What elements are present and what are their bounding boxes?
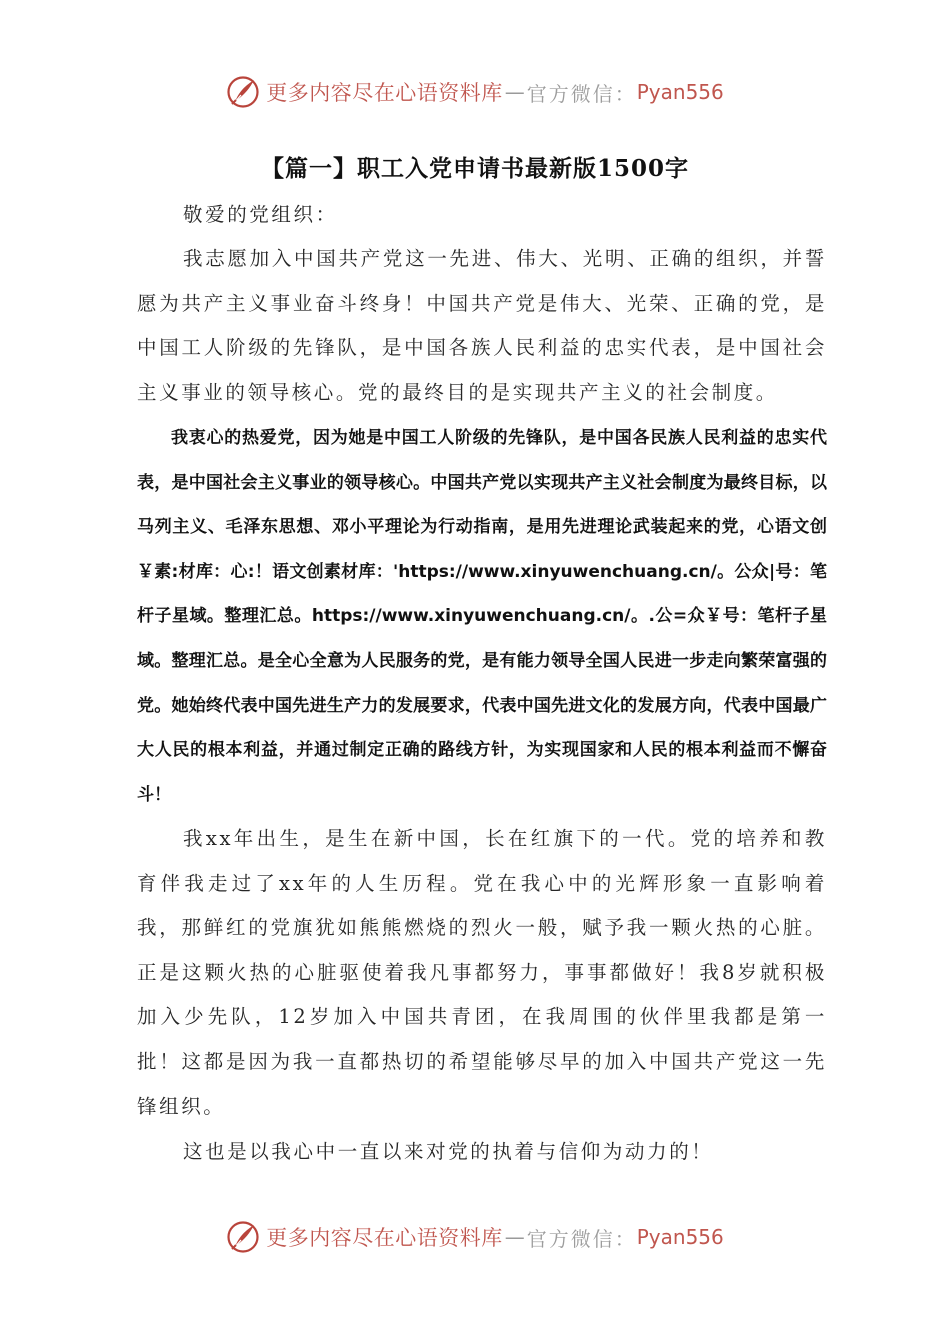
wechat-label: 官方微信： (526, 1226, 637, 1251)
document-title: 【篇一】职工入党申请书最新版1500字 (260, 155, 689, 182)
wechat-label: 官方微信： (526, 81, 637, 106)
header-banner (0, 70, 950, 114)
banner-separator: — (504, 80, 525, 104)
paragraph-3: 我xx年出生，是生在新中国，长在红旗下的一代。党的培养和教育伴我走过了xx年的人生历程。党在我心中的光辉形象一直影响着我，那鲜红的党旗犹如熊熊燃烧的烈火一般，赋予我一颗火热的心脏。正是这颗火热的心脏驱使着我凡事都努力，事事都做好！我8岁就积极加入少先队，12岁加入中国共青团，在我周围的伙伴里我都是第一批！这都是因为我一直都热切的希望能够尽早的加入中国共产党这一先锋组织。 (137, 827, 827, 1118)
salutation: 敬爱的党组织： (183, 203, 338, 226)
banner-text: 更多内容尽在心语资料库 (266, 81, 503, 105)
paragraph-4: 这也是以我心中一直以来对党的执着与信仰为动力的！ (183, 1140, 714, 1163)
footer-banner (0, 1215, 950, 1259)
banner-separator: — (504, 1225, 525, 1249)
quill-pen-logo-icon (226, 75, 260, 109)
quill-pen-logo-icon (226, 1220, 260, 1254)
paragraph-1: 我志愿加入中国共产党这一先进、伟大、光明、正确的组织，并誓愿为共产主义事业奋斗终身！中国共产党是伟大、光荣、正确的党，是中国工人阶级的先锋队，是中国各族人民利益的忠实代表，是中国社会主义事业的领导核心。党的最终目的是实现共产主义的社会制度。 (137, 247, 827, 404)
banner-text: 更多内容尽在心语资料库 (266, 1226, 503, 1250)
paragraph-2: 我衷心的热爱党，因为她是中国工人阶级的先锋队，是中国各民族人民利益的忠实代表，是中国社会主义事业的领导核心。中国共产党以实现共产主义社会制度为最终目标，以马列主义、毛泽东思想、邓小平理论为行动指南，是用先进理论武装起来的党，心语文创￥素:材库：心:！语文创素材库：'https://www.xinyuwenchuang.cn/。公众|号：笔杆子星域。整理汇总。https://www.xinyuwenchuang.cn/。.公=众￥号：笔杆子星域。整理汇总。是全心全意为人民服务的党，是有能力领导全国人民进一步走向繁荣富强的党。她始终代表中国先进生产力的发展要求，代表中国先进文化的发展方向，代表中国最广大人民的根本利益，并通过制定正确的路线方针，为实现国家和人民的根本利益而不懈奋斗！ (137, 428, 827, 805)
wechat-id: Pyan556 (636, 1225, 724, 1249)
wechat-id: Pyan556 (636, 80, 724, 104)
